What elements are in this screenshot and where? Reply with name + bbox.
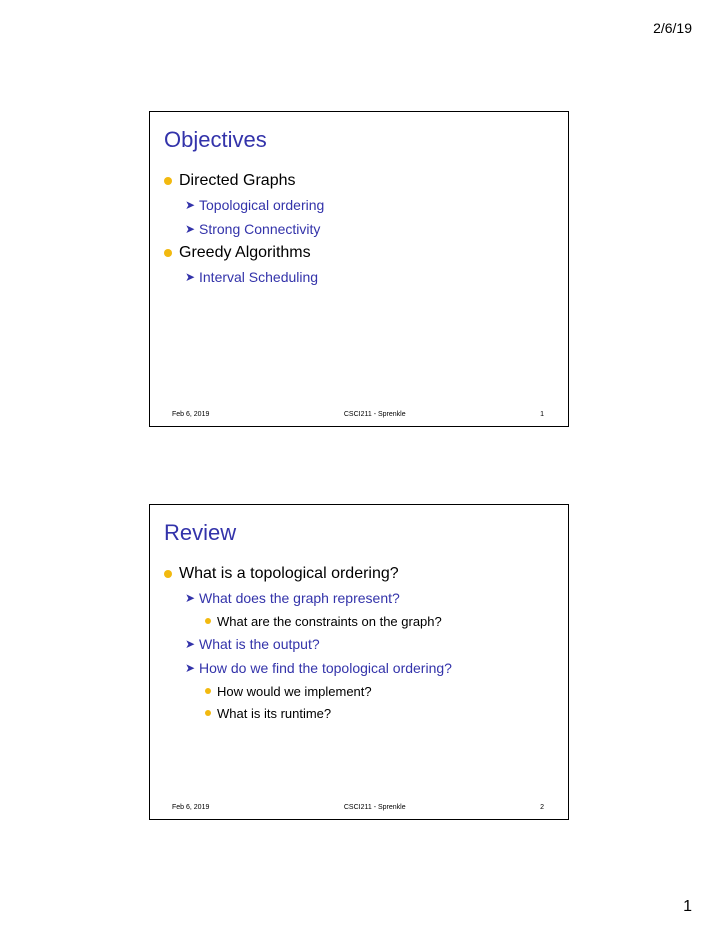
- sub-sub-bullet-text: What is its runtime?: [217, 705, 332, 721]
- arrow-bullet-icon: ➤: [185, 270, 196, 284]
- sub-bullet-text: Topological ordering: [199, 197, 325, 213]
- sub-sub-bullet-text: What are the constraints on the graph?: [217, 613, 442, 629]
- slide-title: Objectives: [164, 127, 267, 152]
- sub-bullet-item: [164, 632, 554, 656]
- footer-slide-number: 2: [540, 804, 544, 811]
- bullet-dot-icon: [205, 710, 211, 716]
- sub-bullet-text: What does the graph represent?: [199, 590, 400, 606]
- sub-sub-bullet-item: [164, 680, 554, 702]
- sub-bullet-text: What is the output?: [199, 636, 320, 652]
- slide-body: [164, 169, 554, 289]
- arrow-bullet-icon: ➤: [185, 637, 196, 651]
- arrow-bullet-icon: ➤: [185, 222, 196, 236]
- sub-bullet-text: How do we find the topological ordering?: [199, 660, 452, 676]
- sub-bullet-item: [164, 656, 554, 680]
- sub-bullet-text: Strong Connectivity: [199, 221, 321, 237]
- arrow-bullet-icon: ➤: [185, 198, 196, 212]
- footer-course: CSCI211 - Sprenkle: [343, 411, 406, 418]
- footer-course: CSCI211 - Sprenkle: [343, 804, 406, 811]
- bullet-item: [164, 169, 554, 193]
- footer-slide-number: 1: [540, 411, 544, 418]
- slide-body: [164, 562, 554, 724]
- bullet-dot-icon: [164, 177, 172, 185]
- bullet-dot-icon: [164, 570, 172, 578]
- arrow-bullet-icon: ➤: [185, 661, 196, 675]
- page-date: 2/6/19: [653, 20, 692, 36]
- bullet-text: Greedy Algorithms: [179, 244, 311, 261]
- arrow-bullet-icon: ➤: [185, 591, 196, 605]
- footer-date: Feb 6, 2019: [172, 411, 210, 418]
- bullet-text: Directed Graphs: [179, 172, 296, 189]
- slide-title: Review: [164, 520, 237, 545]
- sub-bullet-item: [164, 217, 554, 241]
- footer-date: Feb 6, 2019: [172, 804, 210, 811]
- bullet-text: What is a topological ordering?: [179, 565, 399, 582]
- page-number: 1: [683, 898, 692, 915]
- slide-review: [149, 504, 569, 820]
- sub-sub-bullet-item: [164, 702, 554, 724]
- bullet-dot-icon: [205, 688, 211, 694]
- sub-sub-bullet-item: [164, 610, 554, 632]
- sub-bullet-text: Interval Scheduling: [199, 269, 319, 285]
- slide-footer: [172, 804, 544, 811]
- slide-objectives: [149, 111, 569, 427]
- bullet-item: [164, 562, 554, 586]
- bullet-dot-icon: [164, 249, 172, 257]
- bullet-dot-icon: [205, 618, 211, 624]
- sub-bullet-item: [164, 193, 554, 217]
- sub-sub-bullet-text: How would we implement?: [217, 683, 372, 699]
- sub-bullet-item: [164, 265, 554, 289]
- slide-footer: [172, 411, 544, 418]
- bullet-item: [164, 241, 554, 265]
- sub-bullet-item: [164, 586, 554, 610]
